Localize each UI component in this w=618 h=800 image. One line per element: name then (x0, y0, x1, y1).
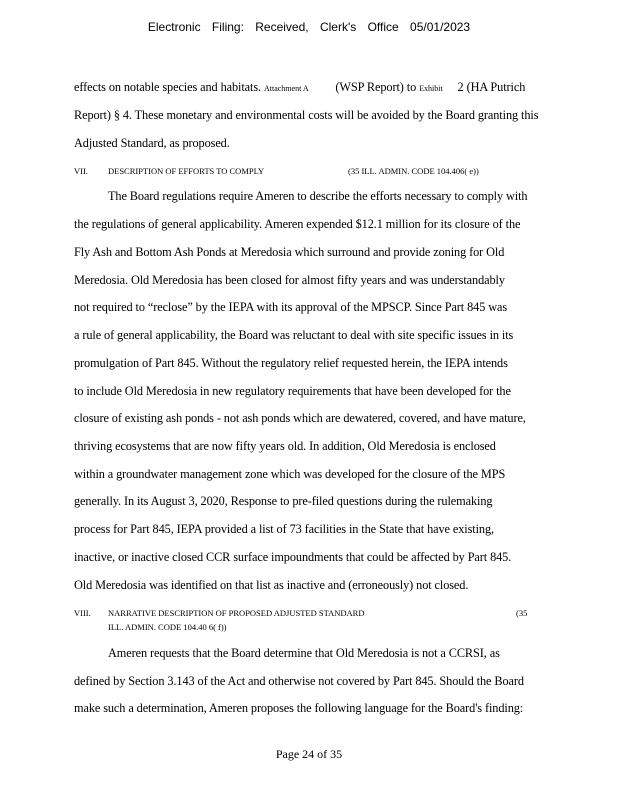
section-title: NARRATIVE DESCRIPTION OF PROPOSED ADJUSTED STANDARD (108, 608, 365, 618)
body-line: effects on notable species and habitats. Attachment A (WSP Report) to Exhibit 2 (HA Putrich (74, 80, 526, 94)
section-citation: (35 (516, 608, 528, 618)
body-line: Ameren requests that the Board determine that Old Meredosia is not a CCRSI, as (108, 646, 500, 660)
attachment-ref: Attachment A (263, 84, 309, 93)
section-number: VII. (74, 166, 88, 176)
body-line: The Board regulations require Ameren to describe the efforts necessary to comply with (108, 189, 528, 203)
body-line: thriving ecosystems that are now fifty years old. In addition, Old Meredosia is enclosed (74, 439, 496, 453)
body-line: Report) § 4. These monetary and environmental costs will be avoided by the Board granting this (74, 108, 539, 122)
body-line: not required to “reclose” by the IEPA with its approval of the MPSCP. Since Part 845 was (74, 300, 508, 314)
body-line: the regulations of general applicability. Ameren expended $12.1 million for its closure of the (74, 217, 521, 231)
exhibit-ref: Exhibit (419, 84, 443, 93)
section-title: DESCRIPTION OF EFFORTS TO COMPLY (108, 166, 265, 176)
body-line: Adjusted Standard, as proposed. (74, 136, 230, 150)
body-line: a rule of general applicability, the Board was reluctant to deal with site specific issues in its (74, 328, 514, 342)
body-line: generally. In its August 3, 2020, Response to pre-filed questions during the rulemaking (74, 494, 493, 508)
body-line: process for Part 845, IEPA provided a list of 73 facilities in the State that have existing, (74, 522, 494, 536)
body-line: to include Old Meredosia in new regulatory requirements that have been developed for the (74, 384, 511, 398)
body-line: promulgation of Part 845. Without the regulatory relief requested herein, the IEPA intends (74, 356, 508, 370)
body-line: Fly Ash and Bottom Ash Ponds at Meredosia which surround and provide zoning for Old (74, 245, 505, 259)
body-line: make such a determination, Ameren proposes the following language for the Board's finding: (74, 701, 524, 715)
filing-header: Electronic Filing: Received, Clerk's Office 05/01/2023 (147, 20, 471, 34)
section-number: VIII. (74, 608, 91, 618)
page-number: Page 24 of 35 (275, 747, 343, 761)
body-line: within a groundwater management zone which was developed for the closure of the MPS (74, 467, 506, 481)
body-line: inactive, or inactive closed CCR surface impoundments that could be affected by Part 845. (74, 550, 512, 564)
body-line: Old Meredosia was identified on that list as inactive and (erroneously) not closed. (74, 578, 469, 592)
body-line: defined by Section 3.143 of the Act and otherwise not covered by Part 845. Should the Board (74, 674, 524, 688)
body-line: closure of existing ash ponds - not ash ponds which are dewatered, covered, and have mature, (74, 411, 526, 425)
body-line: Meredosia. Old Meredosia has been closed for almost fifty years and was understandably (74, 273, 505, 287)
section-citation: (35 ILL. ADMIN. CODE 104.406( e)) (348, 166, 479, 176)
section-citation-cont: ILL. ADMIN. CODE 104.40 6( f)) (108, 622, 227, 632)
